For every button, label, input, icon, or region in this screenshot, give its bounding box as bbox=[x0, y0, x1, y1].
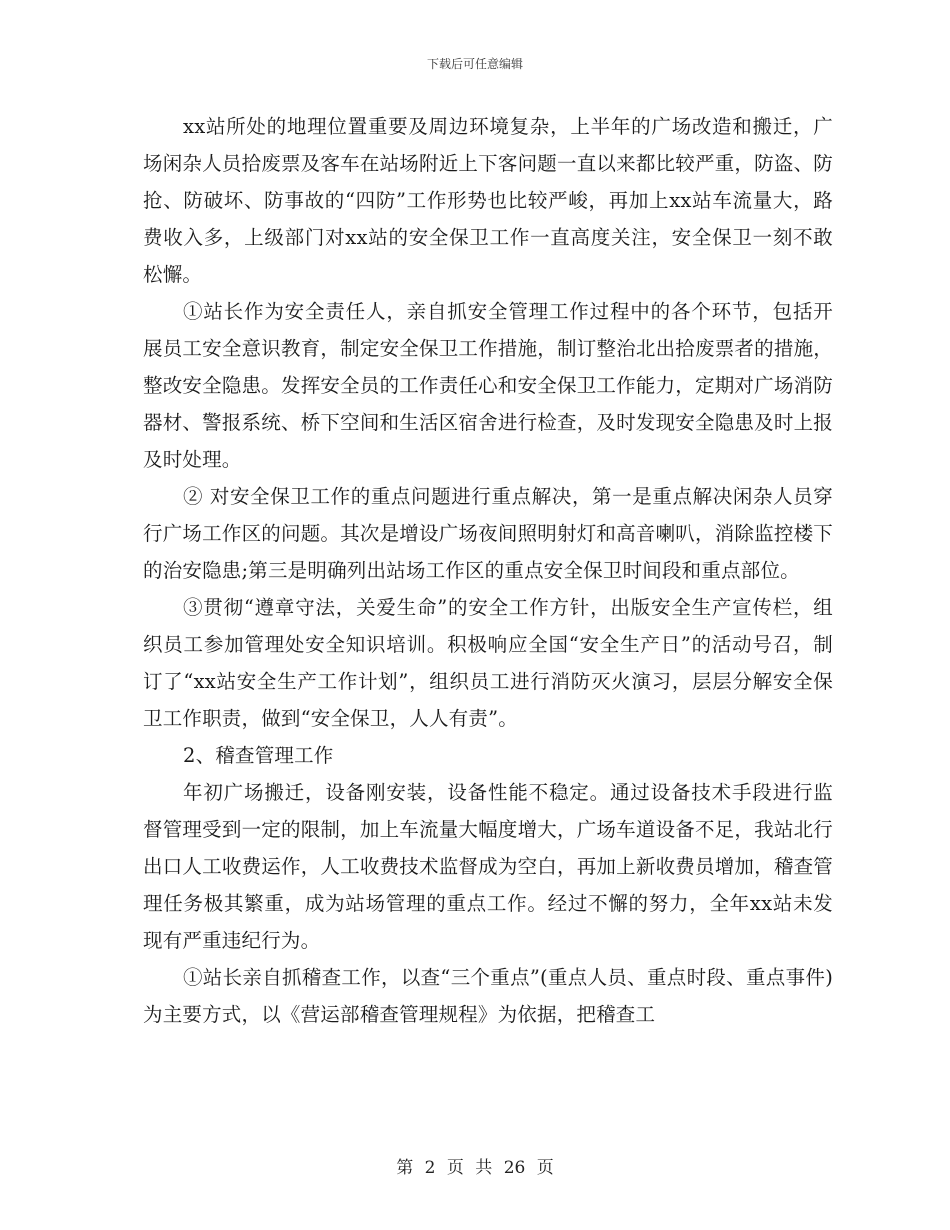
paragraph-audit-intro: 年初广场搬迁，设备刚安装，设备性能不稳定。通过设备技术手段进行监督管理受到一定的限制，加上车流量大幅度增大，广场车道设备不足，我站北行出口人工收费运作，人工收费技术监督成为空白，再加上新收费员增加，稽查管理任务极其繁重，成为站场管理的重点工作。经过不懈的努力，全年xx站未发现有严重违纪行为。 bbox=[143, 781, 833, 952]
page-header-note: 下载后可任意编辑 bbox=[426, 57, 523, 71]
page-number-footer: 第 2 页 共 26 页 bbox=[396, 1158, 554, 1178]
paragraph-item-3: ③贯彻“遵章守法，关爱生命”的安全工作方针，出版安全生产宣传栏，组织员工参加管理处安全知识培训。积极响应全国“安全生产日”的活动号召，制订了“xx站安全生产工作计划”，组织员工进行消防灭火演习，层层分解安全保卫工作职责，做到“安全保卫，人人有责”。 bbox=[143, 596, 833, 730]
paragraph-audit-item-1: ①站长亲自抓稽查工作，以查“三个重点”(重点人员、重点时段、重点事件)为主要方式，以《营运部稽查管理规程》为依据，把稽查工 bbox=[143, 966, 833, 1026]
paragraph-item-2: ② 对安全保卫工作的重点问题进行重点解决，第一是重点解决闲杂人员穿行广场工作区的问题。其次是增设广场夜间照明射灯和高音喇叭，消除监控楼下的治安隐患;第三是明确列出站场工作区的重点安全保卫时间段和重点部位。 bbox=[143, 485, 833, 582]
paragraph-item-1: ①站长作为安全责任人，亲自抓安全管理工作过程中的各个环节，包括开展员工安全意识教育，制定安全保卫工作措施，制订整治北出拾废票者的措施，整改安全隐患。发挥安全员的工作责任心和安全保卫工作能力，定期对广场消防器材、警报系统、桥下空间和生活区宿舍进行检查，及时发现安全隐患及时上报及时处理。 bbox=[143, 300, 833, 471]
paragraph-intro: xx站所处的地理位置重要及周边环境复杂，上半年的广场改造和搬迁，广场闲杂人员拾废票及客车在站场附近上下客问题一直以来都比较严重，防盗、防抢、防破坏、防事故的“四防”工作形势也比较严峻，再加上xx站车流量大，路费收入多，上级部门对xx站的安全保卫工作一直高度关注，安全保卫一刻不敢松懈。 bbox=[143, 115, 833, 286]
section-heading-audit: 2、稽查管理工作 bbox=[183, 744, 334, 767]
document-body bbox=[143, 108, 833, 1033]
